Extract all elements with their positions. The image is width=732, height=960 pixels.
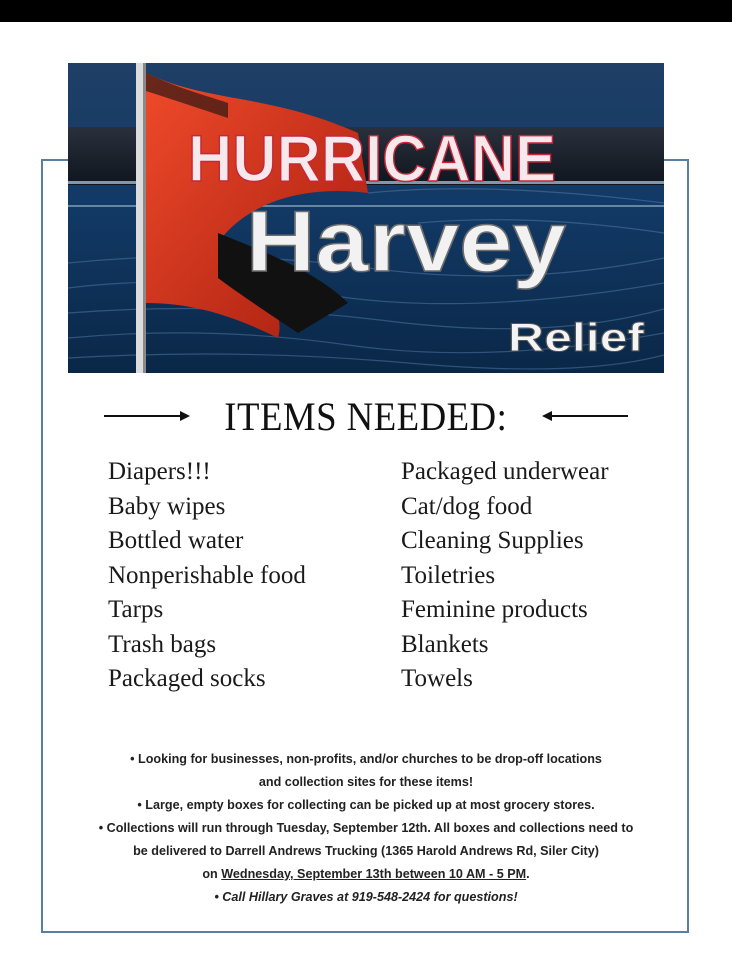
arrow-right-icon <box>104 409 192 423</box>
items-needed-heading-row <box>0 388 732 444</box>
banner-relief-text: Relief <box>508 316 645 360</box>
note-collections-line3 <box>50 863 682 886</box>
note-dropoff-line1: • Looking for businesses, non-profits, and/or churches to be drop-off locations <box>130 752 602 766</box>
list-item: Feminine products <box>401 596 588 623</box>
hurricane-harvey-banner <box>68 63 664 373</box>
list-item: Toiletries <box>401 561 496 589</box>
list-item: Diapers!!! <box>108 458 211 485</box>
banner-graphic <box>68 63 664 373</box>
list-item: Tarps <box>108 596 164 623</box>
list-item: Trash bags <box>108 630 217 658</box>
list-item: Blankets <box>401 630 489 658</box>
list-item: Cat/dog food <box>401 492 533 520</box>
arrow-left-icon <box>540 409 628 423</box>
list-item: Cleaning Supplies <box>401 527 584 554</box>
list-item: Bottled water <box>108 527 244 554</box>
list-item: Packaged socks <box>108 665 266 692</box>
note-call-contact: • Call Hillary Graves at 919-548-2424 for questions! <box>214 890 518 904</box>
note-on-text: on <box>202 867 222 881</box>
list-item: Baby wipes <box>108 492 226 520</box>
note-period: . <box>526 867 530 881</box>
list-item: Towels <box>401 665 473 692</box>
notes-section <box>50 748 682 909</box>
list-item: Nonperishable food <box>108 561 306 589</box>
note-boxes: • Large, empty boxes for collecting can be picked up at most grocery stores. <box>137 798 595 812</box>
items-list-left <box>108 455 306 697</box>
items-list-right <box>401 455 609 697</box>
note-collections-line1: • Collections will run through Tuesday, September 12th. All boxes and collections need to <box>98 821 634 835</box>
banner-hurricane-text: HURRICANE <box>188 121 556 195</box>
banner-harvey-text: Harvey <box>246 194 567 290</box>
note-collections-line2: be delivered to Darrell Andrews Trucking (1365 Harold Andrews Rd, Siler City) <box>133 844 599 858</box>
note-dropoff-line2: and collection sites for these items! <box>258 775 474 789</box>
delivery-date-text: Wednesday, September 13th between 10 AM - 5 PM <box>221 867 527 881</box>
items-needed-heading: ITEMS NEEDED: <box>224 393 508 439</box>
top-black-bar <box>0 0 732 22</box>
list-item: Packaged underwear <box>401 458 609 485</box>
